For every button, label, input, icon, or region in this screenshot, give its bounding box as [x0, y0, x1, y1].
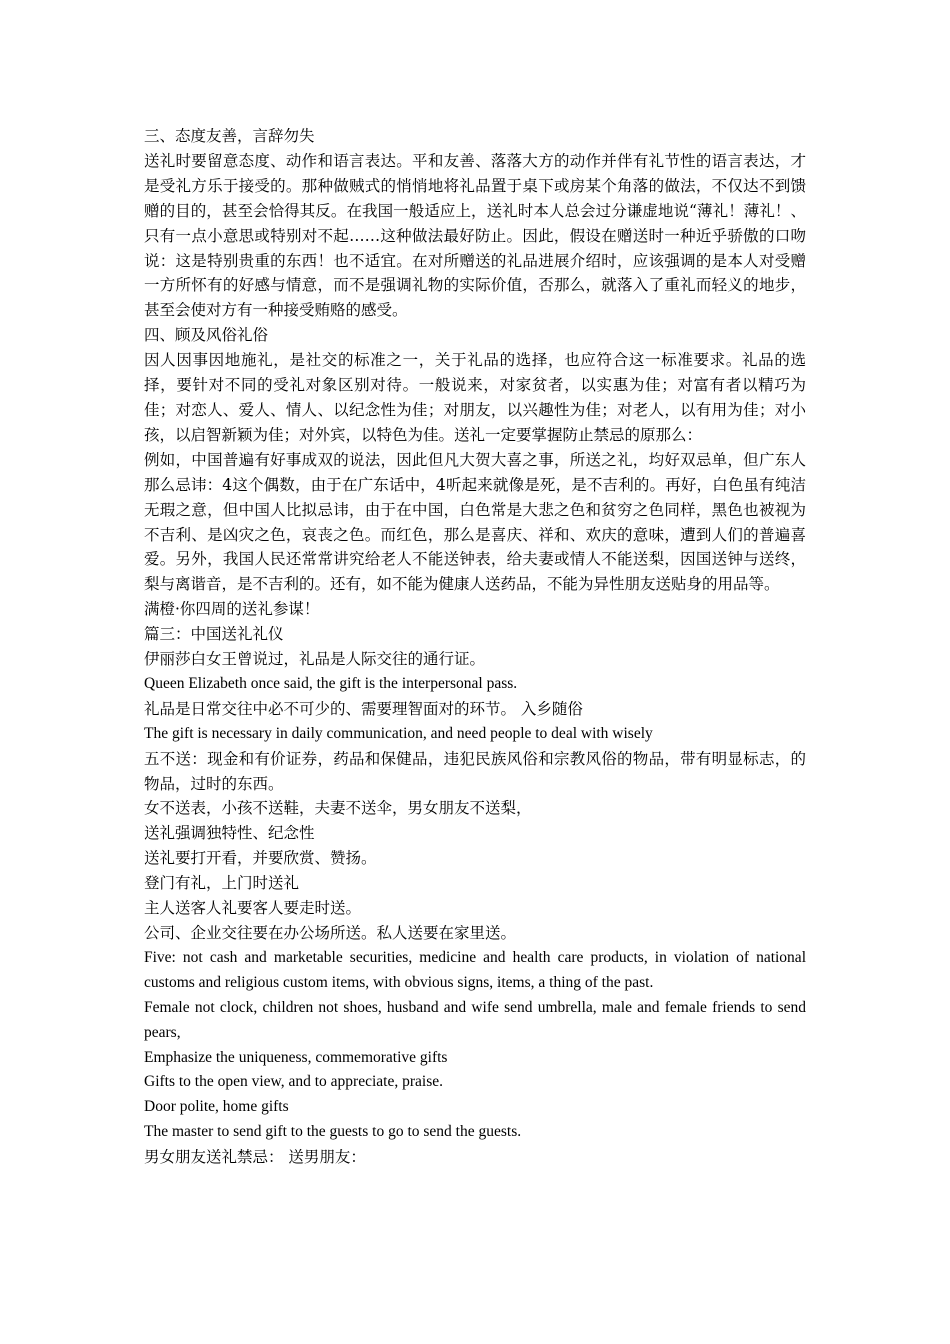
document-page — [144, 124, 806, 1170]
paragraph-door-zh: 登门有礼，上门时送礼 — [144, 874, 300, 893]
paragraph-five-not-zh: 五不送：现金和有价证券，药品和保健品，违犯民族风俗和宗教风俗的物品，带有明显标志，的物品，过时的东西。 — [144, 749, 806, 793]
paragraph-five-not-en: Five: not cash and marketable securities, medicine and health care products, in violation of national customs and religious custom items, with obvious signs, items, a thing of the past. — [144, 948, 806, 991]
paragraph-attitude: 送礼时要留意态度、动作和语言表达。平和友善、落落大方的动作并伴有礼节性的语言表达，才是受礼方乐于接受的。那种做贼式的悄悄地将礼品置于桌下或房某个角落的做法，不仅达不到馈赠的目的，甚至会恰得其反。在我国一般适应上，送礼时本人总会过分谦虚地说“薄礼！薄礼！、只有一点小意思或特别对不起……这种做法最好防止。因此，假设在赠送时一种近乎骄傲的口吻说：这是特别贵重的东西！也不适宜。在对所赠送的礼品进展介绍时，应该强调的是本人对受赠一方所怀有的好感与情意，而不是强调礼物的实际价值，否那么，就落入了重礼而轻义的地步，甚至会使对方有一种接受贿赂的感受。 — [144, 151, 806, 320]
paragraph-open-en: Gifts to the open view, and to appreciate, praise. — [144, 1073, 443, 1091]
paragraph-taboo-en: Female not clock, children not shoes, husband and wife send umbrella, male and female friends to send pears, — [144, 998, 806, 1041]
paragraph-friends-taboo: 男女朋友送礼禁忌： 送男朋友： — [144, 1148, 366, 1167]
paragraph-queen-zh: 伊丽莎白女王曾说过，礼品是人际交往的通行证。 — [144, 650, 486, 669]
heading-chapter-three: 篇三：中国送礼礼仪 — [144, 625, 284, 644]
paragraph-taboo-zh: 女不送表，小孩不送鞋，夫妻不送伞，男女朋友不送梨， — [144, 799, 532, 818]
paragraph-door-en: Door polite, home gifts — [144, 1098, 289, 1116]
paragraph-example: 例如，中国普遍有好事成双的说法，因此但凡大贺大喜之事，所送之礼，均好双忌单，但广东人那么忌讳：4这个偶数，由于在广东话中，4听起来就像是死，是不吉利的。再好，白色虽有纯洁无瑕之意，但中国人比拟忌讳，由于在中国，白色常是大悲之色和贫穷之色同样，黑色也被视为不吉利、是凶灾之色，哀丧之色。而红色，那么是喜庆、祥和、欢庆的意味，遭到人们的普遍喜爱。另外，我国人民还常常讲究给老人不能送钟表，给夫妻或情人不能送梨，因国送钟与送终，梨与离谐音，是不吉利的。还有，如不能为健康人送药品，不能为异性朋友送贴身的用品等。 — [144, 450, 806, 594]
paragraph-queen-en: Queen Elizabeth once said, the gift is the interpersonal pass. — [144, 674, 518, 692]
paragraph-host-en: The master to send gift to the guests to go to send the guests. — [144, 1123, 522, 1141]
paragraph-uniqueness-en: Emphasize the uniqueness, commemorative gifts — [144, 1048, 448, 1066]
heading-attitude: 三、态度友善，言辞勿失 — [144, 127, 315, 145]
paragraph-gift-necessary-zh: 礼品是日常交往中必不可少的、需要理智面对的环节。 入乡随俗 — [144, 699, 583, 718]
paragraph-customs: 因人因事因地施礼，是社交的标准之一，关于礼品的选择，也应符合这一标准要求。礼品的选择，要针对不同的受礼对象区别对待。一般说来，对家贫者，以实惠为佳；对富有者以精巧为佳；对恋人、爱人、情人、以纪念性为佳；对朋友，以兴趣性为佳；对老人，以有用为佳；对小孩，以启智新颖为佳；对外宾，以特色为佳。送礼一定要掌握防止禁忌的原那么： — [144, 351, 806, 444]
heading-customs: 四、顾及风俗礼俗 — [144, 326, 269, 345]
paragraph-uniqueness-zh: 送礼强调独特性、纪念性 — [144, 824, 315, 843]
paragraph-advisor: 满橙·你四周的送礼参谋！ — [144, 600, 320, 619]
paragraph-open-zh: 送礼要打开看，并要欣赏、赞扬。 — [144, 849, 377, 868]
paragraph-gift-necessary-en: The gift is necessary in daily communication, and need people to deal with wisely — [144, 724, 653, 742]
paragraph-host-zh: 主人送客人礼要客人要走时送。 — [144, 899, 362, 918]
paragraph-company-zh: 公司、企业交往要在办公场所送。私人送要在家里送。 — [144, 924, 517, 942]
